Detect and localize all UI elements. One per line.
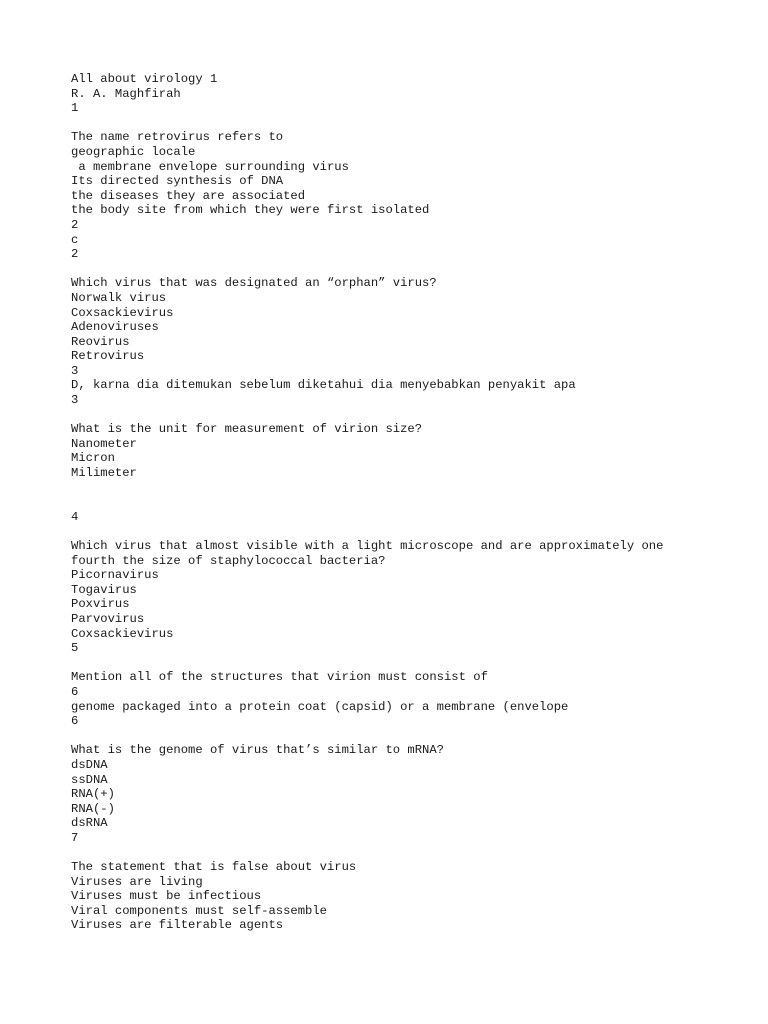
document-line: Nanometer	[71, 436, 137, 451]
document-line: What is the unit for measurement of virion size?	[71, 422, 423, 437]
document-line: Picornavirus	[71, 568, 159, 583]
document-line: Which virus that almost visible with a light microscope and are approximately one	[71, 539, 664, 553]
document-line: 2	[71, 247, 79, 262]
document-line: genome packaged into a protein coat (capsid) or a membrane (envelope	[71, 699, 569, 714]
document-line: geographic locale	[71, 144, 196, 159]
document-line: 7	[71, 830, 79, 845]
document-line: the diseases they are associated	[71, 188, 306, 203]
document-line: Retrovirus	[71, 349, 145, 364]
document-line	[71, 408, 731, 423]
document-line: Coxsackievirus	[71, 626, 174, 641]
document-line: 1	[71, 101, 79, 116]
document-line: The name retrovirus refers to	[71, 130, 284, 145]
document-line: Viruses are filterable agents	[71, 918, 284, 933]
document-line: Norwalk virus	[71, 290, 167, 305]
document-line: 6	[71, 684, 79, 699]
document-line: Poxvirus	[71, 597, 130, 612]
document-line: dsRNA	[71, 816, 108, 831]
document-line	[71, 495, 731, 510]
document-line: All about virology 1	[71, 72, 218, 86]
document-line: D, karna dia ditemukan sebelum diketahui dia menyebabkan penyakit apa	[71, 378, 576, 393]
document-line: The statement that is false about virus	[71, 860, 357, 875]
document-line: Viruses are living	[71, 874, 203, 889]
document-line: Reovirus	[71, 334, 130, 349]
document-line: 5	[71, 641, 79, 656]
document-line: ssDNA	[71, 772, 108, 787]
document-line: R. A. Maghfirah	[71, 86, 181, 101]
document-line: Coxsackievirus	[71, 305, 174, 320]
document-body	[71, 72, 731, 933]
document-line: 4	[71, 509, 79, 524]
document-line: a membrane envelope surrounding virus	[71, 159, 349, 174]
document-line: dsDNA	[71, 757, 108, 772]
document-line	[71, 524, 731, 539]
document-line: fourth the size of staphylococcal bacteria?	[71, 553, 386, 568]
document-line: Milimeter	[71, 466, 137, 481]
document-line: RNA(-)	[71, 801, 115, 816]
document-line: Viral components must self-assemble	[71, 903, 327, 918]
document-line: 3	[71, 363, 79, 378]
document-line: Its directed synthesis of DNA	[71, 174, 284, 189]
document-line: What is the genome of virus that’s similar to mRNA?	[71, 743, 444, 758]
document-line: Togavirus	[71, 582, 137, 597]
document-line: Micron	[71, 451, 115, 466]
document-line: the body site from which they were first isolated	[71, 203, 430, 218]
document-line	[71, 262, 731, 277]
document-line: Parvovirus	[71, 611, 145, 626]
document-line: 6	[71, 714, 79, 729]
document-line	[71, 845, 731, 860]
document-line: 3	[71, 393, 79, 408]
document-line	[71, 729, 731, 744]
document-line	[71, 481, 731, 496]
document-line: 2	[71, 217, 79, 232]
document-line	[71, 116, 731, 131]
document-line: Adenoviruses	[71, 320, 159, 335]
document-line	[71, 656, 731, 671]
document-line: c	[71, 232, 79, 247]
document-line: RNA(+)	[71, 787, 115, 802]
document-line: Which virus that was designated an “orphan” virus?	[71, 276, 437, 291]
document-line: Viruses must be infectious	[71, 889, 262, 904]
document-line: Mention all of the structures that virion must consist of	[71, 670, 488, 685]
